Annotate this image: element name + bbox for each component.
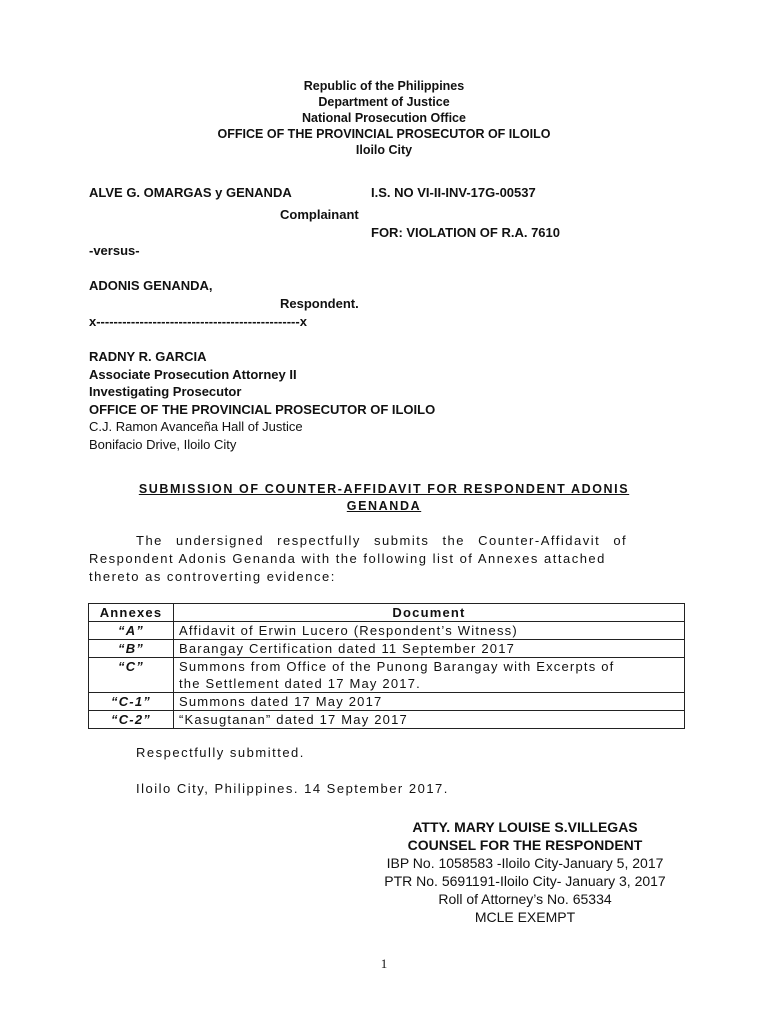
annex-table-header-row (89, 604, 685, 622)
table-row (89, 711, 685, 729)
table-row (89, 640, 685, 658)
annex-document: Affidavit of Erwin Lucero (Respondent’s Witness) (174, 622, 685, 640)
addressee-office: OFFICE OF THE PROVINCIAL PROSECUTOR OF ILOILO (89, 402, 436, 417)
counsel-name: ATTY. MARY LOUISE S.VILLEGAS (412, 819, 638, 835)
annex-label: “A” (89, 622, 174, 640)
table-row (89, 693, 685, 711)
annexes-header: Annexes (89, 604, 174, 622)
annex-document: Summons dated 17 May 2017 (174, 693, 685, 711)
annex-label: “C” (89, 658, 174, 693)
body-line1: The undersigned respectfully submits the Counter-Affidavit of (136, 533, 628, 548)
respondent-name: ADONIS GENANDA, (89, 278, 213, 293)
place-and-date: Iloilo City, Philippines. 14 September 2017. (136, 781, 449, 796)
complainant-label: Complainant (280, 207, 359, 222)
annex-document: Barangay Certification dated 11 September 2017 (174, 640, 685, 658)
document-title-line2: GENANDA (346, 499, 422, 513)
ptr-number: PTR No. 5691191-Iloilo City- January 3, 2017 (384, 873, 666, 889)
addressee-position: Associate Prosecution Attorney II (89, 367, 297, 382)
versus: -versus- (89, 243, 140, 258)
annex-document-line1: Summons from Office of the Punong Barangay with Excerpts of (179, 659, 615, 674)
annex-document (174, 658, 685, 693)
body-line2: Respondent Adonis Genanda with the following list of Annexes attached (89, 551, 606, 566)
table-row (89, 658, 685, 693)
addressee-name: RADNY R. GARCIA (89, 349, 207, 364)
annex-label: “B” (89, 640, 174, 658)
addressee-role: Investigating Prosecutor (89, 384, 242, 399)
respectfully-submitted: Respectfully submitted. (136, 745, 305, 760)
roll-of-attorneys: Roll of Attorney’s No. 65334 (438, 891, 612, 907)
document-header: Document (174, 604, 685, 622)
header-city: Iloilo City (355, 143, 413, 157)
mcle-status: MCLE EXEMPT (474, 909, 576, 925)
body-line3: thereto as controverting evidence: (89, 569, 336, 584)
annex-document: “Kasugtanan” dated 17 May 2017 (174, 711, 685, 729)
ibp-number: IBP No. 1058583 -Iloilo City-January 5, 2017 (386, 855, 664, 871)
annex-label: “C-2” (89, 711, 174, 729)
document-title-line1: SUBMISSION OF COUNTER-AFFIDAVIT FOR RESPONDENT ADONIS (138, 482, 630, 496)
page-number: 1 (380, 956, 388, 971)
table-row (89, 622, 685, 640)
annex-document-line2: the Settlement dated 17 May 2017. (179, 676, 421, 691)
charge: FOR: VIOLATION OF R.A. 7610 (371, 225, 561, 240)
complainant-name: ALVE G. OMARGAS y GENANDA (89, 185, 292, 200)
case-number: I.S. NO VI-II-INV-17G-00537 (371, 185, 536, 200)
addressee-address-line1: C.J. Ramon Avanceña Hall of Justice (89, 419, 303, 434)
respondent-label: Respondent. (280, 296, 359, 311)
addressee-address-line2: Bonifacio Drive, Iloilo City (89, 437, 237, 452)
header-department: Department of Justice (318, 95, 450, 109)
header-republic: Republic of the Philippines (303, 79, 465, 93)
header-prosecution-office: National Prosecution Office (302, 111, 466, 125)
caption-separator: x-----------------------------------------------x (89, 314, 307, 329)
counsel-title: COUNSEL FOR THE RESPONDENT (407, 837, 643, 853)
annex-label: “C-1” (89, 693, 174, 711)
annex-table (88, 603, 685, 729)
header-provincial-office: OFFICE OF THE PROVINCIAL PROSECUTOR OF ILOILO (217, 127, 551, 141)
